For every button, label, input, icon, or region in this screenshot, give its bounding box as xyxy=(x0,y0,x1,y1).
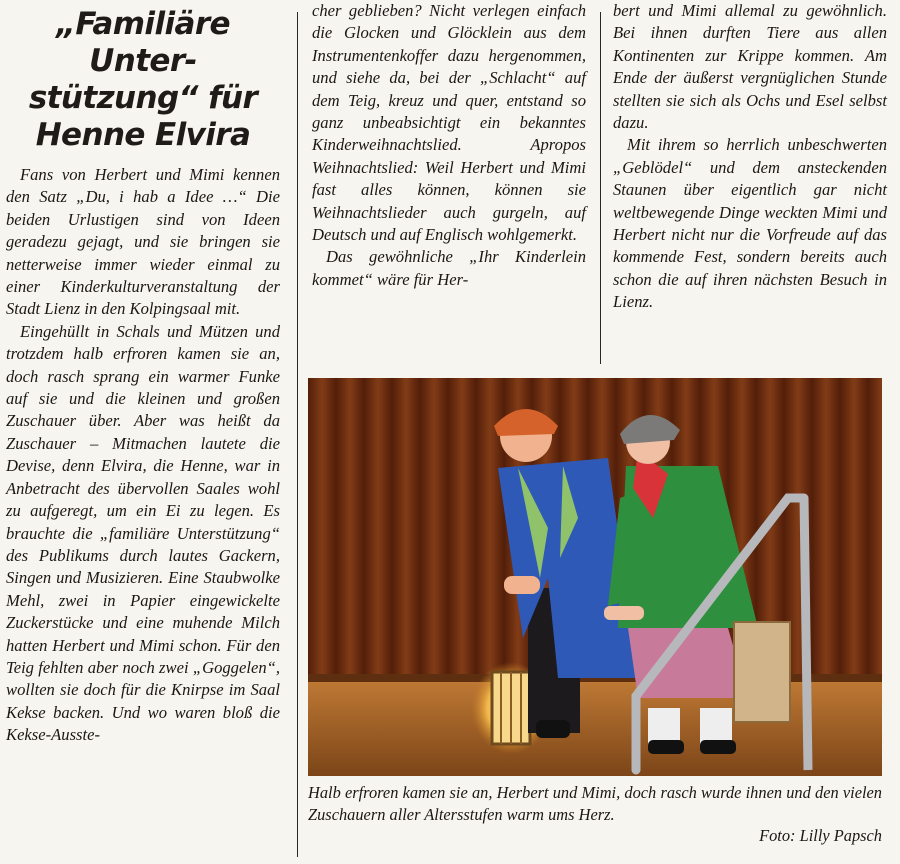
photo-credit: Foto: Lilly Papsch xyxy=(759,826,882,845)
headline-line: Henne Elvira xyxy=(35,117,251,153)
paragraph: Das gewöhnliche „Ihr Kinderlein kommet“ wäre für Her- xyxy=(312,247,586,289)
article-column-1 xyxy=(6,0,280,747)
article-column-2 xyxy=(312,0,586,291)
stage-photo-illustration xyxy=(308,378,882,776)
article-headline xyxy=(6,6,280,154)
crate xyxy=(734,622,790,722)
paragraph: Fans von Herbert und Mimi kennen den Satz „Du, i hab a Idee …“ Die beiden Urlustigen sind von Ideen geradezu gejagt, und sie bringen sie netterweise immer wieder einmal zu einer Kinderkulturveranstaltung der Stadt Lienz in den Kolpingsaal mit. xyxy=(6,165,280,319)
headline-line: stützung“ für xyxy=(28,80,258,116)
article-column-3 xyxy=(613,0,887,314)
photo-caption: Halb erfroren kamen sie an, Herbert und Mimi, doch rasch wurde ihnen und den vielen Zuschauern aller Altersstufen warm ums Herz. xyxy=(308,783,882,824)
stage-floor xyxy=(308,678,882,776)
paragraph: Eingehüllt in Schals und Mützen und trotzdem halb erfroren kamen sie an, doch rasch sprang ein warmer Funke auf sie und die kleinen und großen Zuschauer über. Aber was heißt da Zuschauer – Mitmachen lautete die Devise, denn Elvira, die Henne, war in Anbetracht des übervollen Saales wohl zu aufgeregt, um ein Ei zu legen. Es brauchte die „familiäre Unterstützung“ des Publikums durch lautes Gackern, Singen und Musizieren. Eine Staubwolke Mehl, zwei in Papier eingewickelte Zuckerstücke und eine muhende Milch hatten Herbert und Mimi schon. Für den Teig fehlten aber noch zwei „Goggelen“, wollten sie doch für die Knirpse im Saal Kekse backen. Und wo waren bloß die Kekse-Ausste- xyxy=(6,321,280,745)
headline-line: „Familiäre Unter- xyxy=(56,6,230,79)
paragraph: cher geblieben? Nicht verlegen einfach die Glocken und Glöcklein aus dem Instrumentenkoffer dazu hergenommen, und siehe da, bei der „Schlacht“ auf dem Teig, kreuz und quer, entstand so ganz unbeabsichtigt ein bekanntes Kinderweihnachtslied. Apropos Weihnachtslied: Weil Herbert und Mimi fast alles können, können sie Weihnachtslieder auch gurgeln, auf Deutsch und auf Englisch wohlgemerkt. xyxy=(312,1,586,245)
stage-photo xyxy=(308,378,882,776)
column-divider xyxy=(600,12,601,364)
paragraph: Mit ihrem so herrlich unbeschwerten „Geblödel“ und dem ansteckenden Staunen über eigentlich gar nicht weltbewegende Dinge weckten Mimi und Herbert nicht nur die Vorfreude auf das kommende Fest, sondern bereits auch schon die auf ihren nächsten Besuch in Lienz. xyxy=(613,135,887,312)
column-divider xyxy=(297,12,298,857)
paragraph: bert und Mimi allemal zu gewöhnlich. Bei ihnen durften Tiere aus allen Kontinenten zur Krippe kommen. Am Ende der äußerst vergnüglichen Stunde stellten sie sich als Ochs und Esel selbst dazu. xyxy=(613,1,887,133)
